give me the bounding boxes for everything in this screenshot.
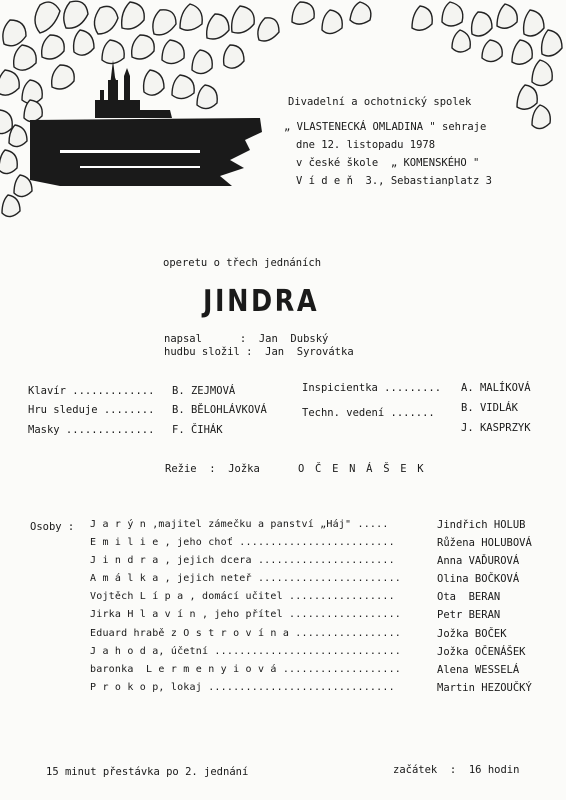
crew-name: A. MALÍKOVÁ	[461, 382, 531, 394]
school-line: v české škole „ KOMENSKÉHO "	[296, 157, 480, 169]
cast-actor: Jožka OČENÁŠEK	[437, 646, 526, 658]
cast-label: Osoby :	[30, 521, 75, 533]
vine-and-castle-illustration	[0, 0, 566, 230]
director-label: Režie : Jožka	[165, 463, 260, 475]
cast-role: J a h o d a, účetní ..............................	[90, 646, 402, 657]
cast-actor: Olina BOČKOVÁ	[437, 573, 520, 585]
composer-line: hudbu složil : Jan Syrovátka	[164, 346, 354, 358]
cast-actor: Anna VAĎUROVÁ	[437, 555, 520, 567]
cast-actor: Petr BERAN	[437, 609, 501, 621]
cast-role: J a r ý n ,majitel zámečku a panství „Háj" .....	[90, 519, 389, 530]
play-title: JINDRA	[203, 284, 320, 319]
crew-role: Klavír .............	[28, 385, 155, 397]
cast-actor: Ota BERAN	[437, 591, 501, 603]
organizer-line: Divadelní a ochotnický spolek	[288, 96, 472, 108]
author-line: napsal : Jan Dubský	[164, 333, 329, 345]
society-line: „ VLASTENECKÁ OMLADINA " sehraje	[284, 121, 487, 133]
play-subtitle: operetu o třech jednáních	[163, 257, 322, 269]
crew-role: Techn. vedení .......	[302, 407, 435, 419]
intermission-note: 15 minut přestávka po 2. jednání	[46, 766, 249, 778]
crew-role: Hru sleduje ........	[28, 404, 155, 416]
address-line: V í d e ň 3., Sebastianplatz 3	[296, 175, 492, 187]
crew-name: F. ČIHÁK	[172, 424, 223, 436]
cast-role: E m i l i e , jeho choť .........................	[90, 537, 395, 548]
cast-role: Vojtěch L í p a , domácí učitel .................	[90, 591, 395, 602]
crew-role: Masky ..............	[28, 424, 155, 436]
crew-name: B. BĚLOHLÁVKOVÁ	[172, 404, 267, 416]
cast-role: P r o k o p, lokaj ..............................	[90, 682, 395, 693]
date-line: dne 12. listopadu 1978	[296, 139, 436, 151]
crew-name: J. KASPRZYK	[461, 422, 531, 434]
cast-role: Jirka H l a v í n , jeho přítel ..................	[90, 609, 402, 620]
cast-role: baronka L e r m e n y i o v á ...................	[90, 664, 402, 675]
cast-role: J i n d r a , jejich dcera ......................	[90, 555, 395, 566]
cast-actor: Martin HEZOUČKÝ	[437, 682, 532, 694]
cast-role: Eduard hrabě z O s t r o v í n a .................	[90, 628, 402, 639]
cast-actor: Jožka BOČEK	[437, 628, 507, 640]
crew-name: B. VIDLÁK	[461, 402, 518, 414]
crew-name: B. ZEJMOVÁ	[172, 385, 236, 397]
director-name: O Č E N Á Š E K	[298, 463, 426, 475]
cast-actor: Alena WESSELÁ	[437, 664, 520, 676]
start-time: začátek : 16 hodin	[393, 764, 520, 776]
cast-actor: Růžena HOLUBOVÁ	[437, 537, 532, 549]
cast-actor: Jindřich HOLUB	[437, 519, 526, 531]
crew-role: Inspicientka .........	[302, 382, 442, 394]
cast-role: A m á l k a , jejich neteř .......................	[90, 573, 402, 584]
